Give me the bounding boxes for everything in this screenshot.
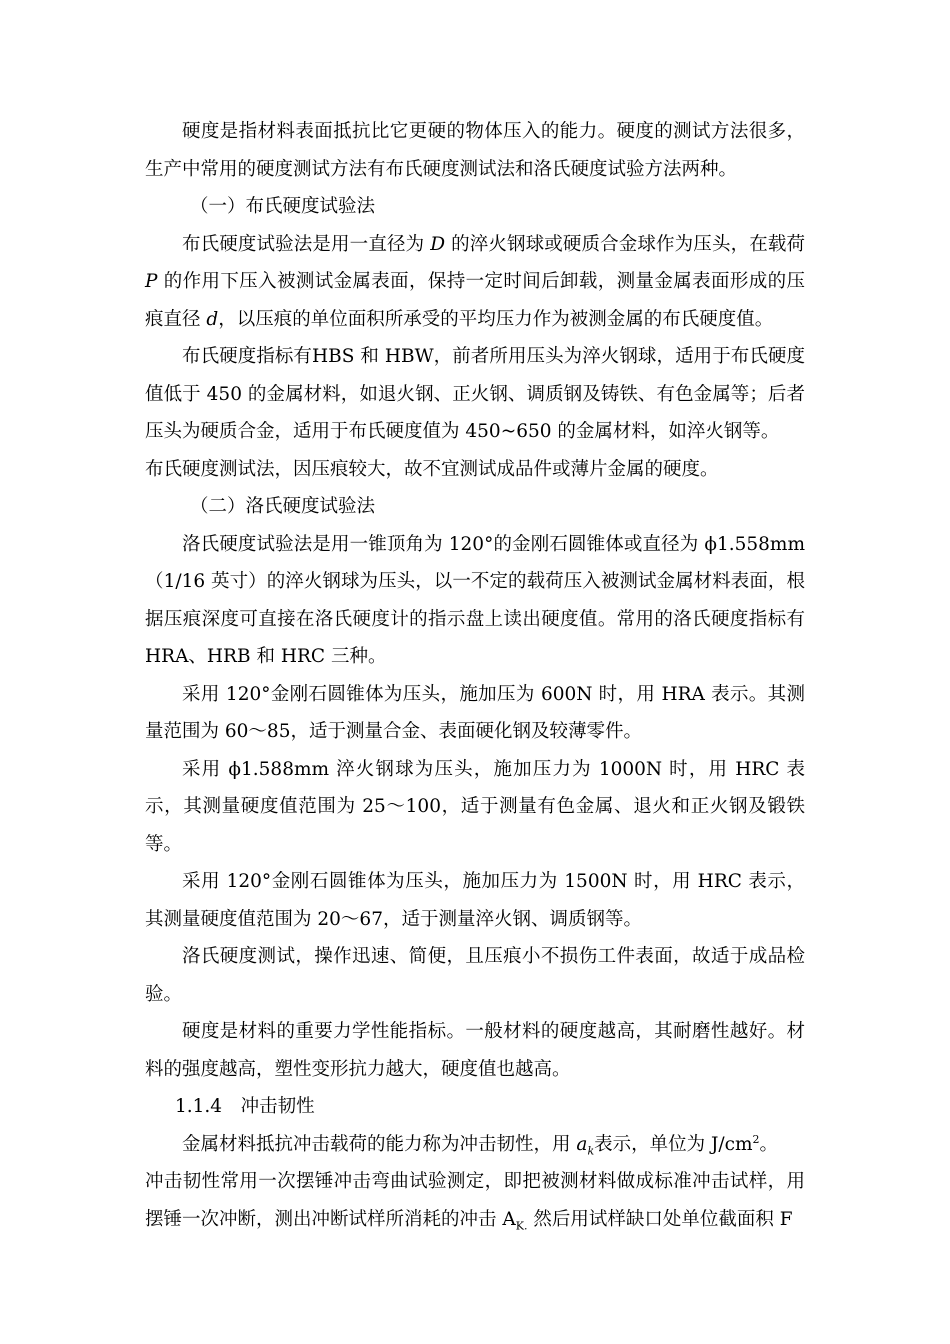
text-run: 然后用试样缺口处单位截面积 F — [527, 1208, 793, 1230]
paragraph-rockwell-advantages: 洛氏硬度测试，操作迅速、简便，且压痕小不损伤工件表面，故适于成品检验。 — [145, 946, 805, 1005]
text-run: 金属材料抵抗冲击载荷的能力称为冲击韧性，用 — [182, 1133, 571, 1155]
variable-a: a — [576, 1133, 588, 1155]
paragraph-hra: 采用 120°金刚石圆锥体为压头，施加压为 600N 时，用 HRA 表示。其测量范围为 60～85，适于测量合金、表面硬化钢及较薄零件。 — [145, 683, 805, 742]
variable-d: d — [206, 308, 219, 330]
subscript-k-text: k — [587, 1144, 595, 1158]
paragraph-impact-test — [145, 1163, 805, 1238]
text-run: 。 — [759, 1133, 779, 1155]
text-run: 的淬火钢球或硬质合金球作为压头，在载荷 — [451, 233, 805, 255]
paragraph-rockwell-method: 洛氏硬度试验法是用一锥顶角为 120°的金刚石圆锥体或直径为 ϕ1.558mm（1/16 英寸）的淬火钢球为压头，以一不定的载荷压入被测试金属材料表面，根据压痕深度可直接在洛氏硬度计的指示盘上读出硬度值。常用的洛氏硬度指标有 HRA、HRB 和 HRC 三种。 — [145, 533, 805, 667]
heading-brinell: （一）布氏硬度试验法 — [190, 196, 376, 217]
paragraph-impact-definition — [145, 1126, 805, 1164]
paragraph-hrc: 采用 120°金刚石圆锥体为压头，施加压力为 1500N 时，用 HRC 表示，其测量硬度值范围为 20～67，适于测量淬火钢、调质钢等。 — [145, 871, 805, 930]
text-run: 表示，单位为 J/cm — [594, 1133, 753, 1155]
paragraph-hardness-summary: 硬度是材料的重要力学性能指标。一般材料的硬度越高，其耐磨性越好。材料的强度越高，塑性变形抗力越大，硬度值也越高。 — [145, 1021, 805, 1080]
text-run: 冲击韧性常用一次摆锤冲击弯曲试验测定，即把被测材料做成标准冲击试样，用摆锤一次冲断，测出冲断试样所消耗的冲击 A — [145, 1171, 805, 1230]
paragraph-hardness-intro: 硬度是指材料表面抵抗比它更硬的物体压入的能力。硬度的测试方法很多，生产中常用的硬度测试方法有布氏硬度测试法和洛氏硬度试验方法两种。 — [145, 121, 805, 180]
document-body — [145, 113, 805, 1238]
superscript-2: 2 — [752, 1132, 760, 1146]
variable-D: D — [430, 233, 446, 255]
paragraph-hrb: 采用 ϕ1.588mm 淬火钢球为压头，施加压力为 1000N 时，用 HRC 表示，其测量硬度值范围为 25～100，适于测量有色金属、退火和正火钢及锻铁等。 — [145, 758, 805, 855]
variable-P: P — [145, 271, 158, 292]
text-run: 布氏硬度试验法是用一直径为 — [182, 233, 425, 255]
text-run: ，以压痕的单位面积所承受的平均压力作为被测金属的布氏硬度值。 — [218, 308, 774, 330]
subscript-K: K. — [515, 1219, 528, 1233]
paragraph-brinell-limits: 布氏硬度测试法，因压痕较大，故不宜测试成品件或薄片金属的硬度。 — [145, 458, 719, 480]
heading-impact-toughness: 1.1.4 冲击韧性 — [175, 1096, 315, 1117]
text-run: 的作用下压入被测试金属表面，保持一定时间后卸载，测量金属表面形成的压痕直径 — [145, 271, 805, 330]
paragraph-brinell-indices: 布氏硬度指标有HBS 和 HBW，前者所用压头为淬火钢球，适用于布氏硬度值低于 450 的金属材料，如退火钢、正火钢、调质钢及铸铁、有色金属等；后者压头为硬质合金，适用于布氏硬度值为 450~650 的金属材料，如淬火钢等。 — [145, 346, 805, 442]
heading-rockwell: （二）洛氏硬度试验法 — [190, 496, 376, 517]
paragraph-brinell-method — [145, 226, 805, 339]
